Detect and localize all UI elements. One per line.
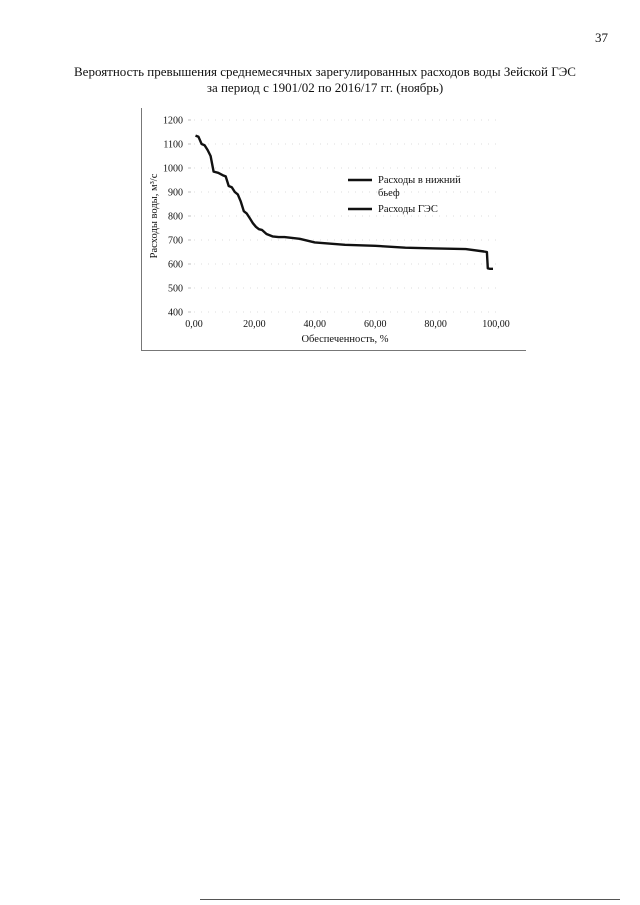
page-number: 37 — [595, 30, 608, 45]
y-tick-label: 700 — [168, 235, 183, 247]
legend-label-1: бьеф — [378, 188, 400, 199]
x-tick-label: 80,00 — [424, 319, 447, 330]
x-tick-label: 100,00 — [482, 319, 510, 330]
x-tick-label: 40,00 — [303, 319, 327, 330]
document-title-line-1: Вероятность превышения среднемесячных зарегулированных расходов воды Зейской ГЭС — [74, 64, 576, 79]
x-axis-title: Обеспеченность, % — [301, 334, 389, 345]
bottom-rule — [200, 899, 620, 900]
y-tick-label: 800 — [168, 211, 183, 223]
y-tick-label: 1100 — [163, 139, 183, 151]
y-tick-label: 900 — [168, 187, 183, 199]
y-tick-label: 1000 — [163, 163, 183, 175]
y-tick-label: 600 — [168, 259, 183, 271]
y-tick-label: 500 — [168, 283, 183, 295]
x-tick-label: 20,00 — [243, 319, 266, 330]
legend-label-1: Расходы в нижний — [378, 175, 461, 186]
y-tick-label: 1200 — [163, 115, 183, 127]
y-axis-title: Расходы воды, м³/с — [149, 173, 160, 259]
y-tick-label: 400 — [168, 307, 183, 319]
x-tick-label: 60,00 — [363, 319, 387, 330]
document-title-line-2: за период с 1901/02 по 2016/17 гг. (ноябрь) — [206, 80, 444, 95]
x-tick-label: 0,00 — [185, 319, 203, 330]
series-line-1 — [196, 136, 494, 269]
legend-label-2: Расходы ГЭС — [378, 204, 438, 215]
